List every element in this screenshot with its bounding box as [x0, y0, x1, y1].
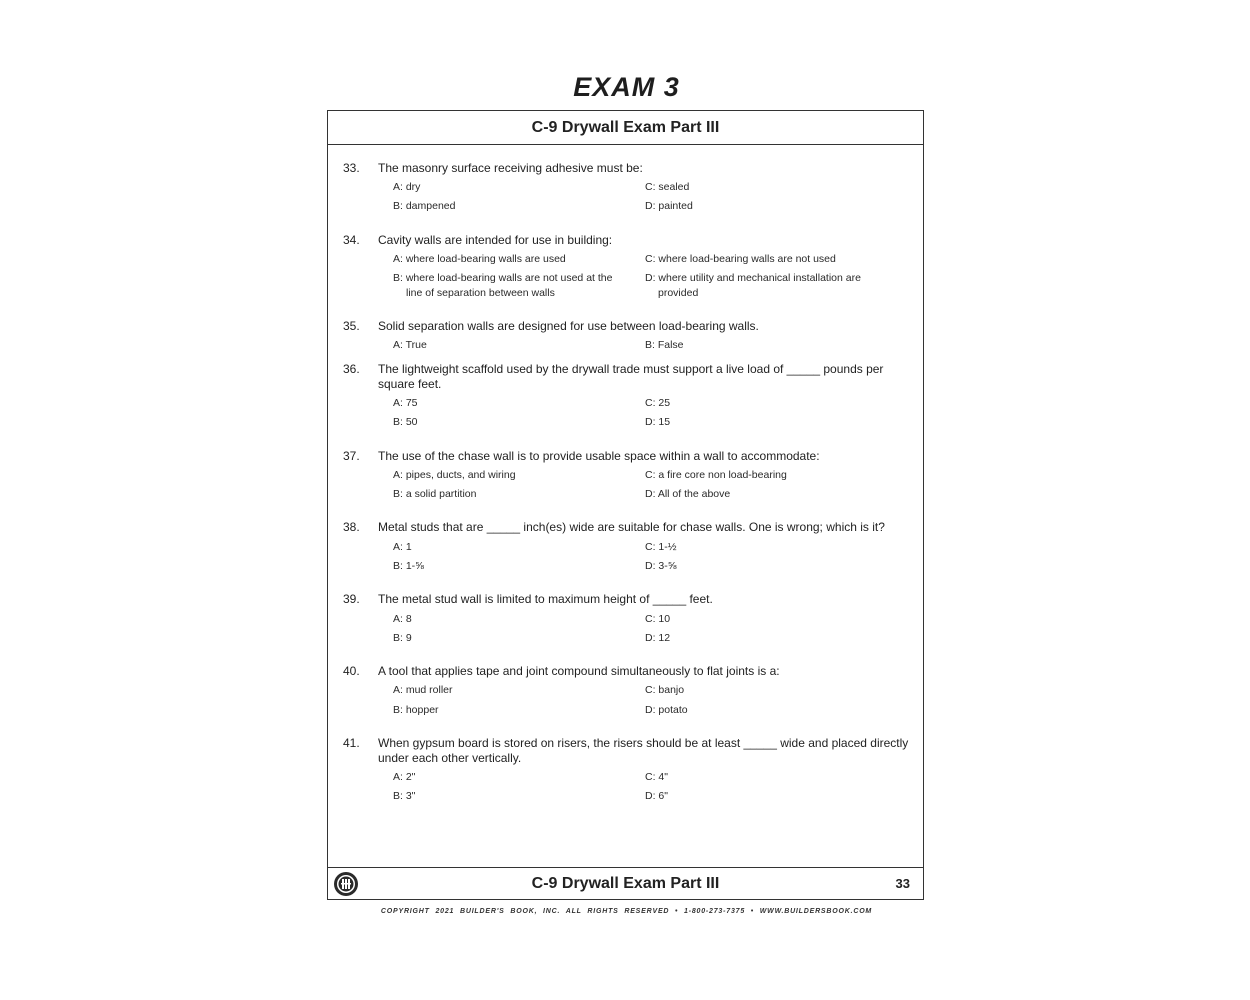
option-c: C: 10	[645, 613, 671, 625]
option-b: B: 3"	[393, 790, 416, 802]
option-d: D: potato	[645, 704, 688, 716]
option-b: B: a solid partition	[393, 488, 477, 500]
question-text: The metal stud wall is limited to maximum height of _____ feet.	[378, 592, 713, 606]
option-d: D: painted	[645, 200, 693, 212]
option-b: B: hopper	[393, 704, 439, 716]
option-a: A: 1	[393, 541, 412, 553]
option-c: C: sealed	[645, 181, 690, 193]
option-d: D: 3-⅝	[645, 560, 677, 572]
question-number: 37.	[343, 449, 360, 463]
option-b: B: where load-bearing walls are not used at the line of separation between walls	[393, 272, 613, 299]
question-text: Metal studs that are _____ inch(es) wide are suitable for chase walls. One is wrong; which is it?	[378, 520, 885, 534]
question-number: 36.	[343, 362, 360, 376]
option-a: A: where load-bearing walls are used	[393, 253, 566, 265]
page-number: 33	[895, 876, 910, 891]
question-number: 40.	[343, 664, 360, 678]
option-b: B: 50	[393, 416, 418, 428]
question-number: 41.	[343, 736, 360, 750]
option-d: D: 12	[645, 632, 671, 644]
option-d: D: 6"	[645, 790, 668, 802]
option-b: B: 1-⅝	[393, 560, 424, 572]
exam-title: EXAM 3	[573, 72, 680, 102]
question-number: 39.	[343, 592, 360, 606]
question-number: 33.	[343, 161, 360, 175]
option-d: D: where utility and mechanical installation are provided	[645, 272, 861, 299]
question-text: Cavity walls are intended for use in building:	[378, 233, 613, 247]
option-d: D: 15	[645, 416, 671, 428]
option-b: B: 9	[393, 632, 412, 644]
option-c: C: where load-bearing walls are not used	[645, 253, 836, 265]
option-a: A: 75	[393, 397, 418, 409]
option-d: D: All of the above	[645, 488, 731, 500]
footer-title: C-9 Drywall Exam Part III	[531, 875, 720, 892]
option-c: C: 25	[645, 397, 671, 409]
exam-page	[327, 110, 924, 900]
question-text: The use of the chase wall is to provide usable space within a wall to accommodate:	[378, 449, 820, 463]
option-a: A: mud roller	[393, 684, 453, 696]
copyright-line: COPYRIGHT 2021 BUILDER'S BOOK, INC. ALL RIGHTS RESERVED • 1-800-273-7375 • WWW.BUILDERSBOOK.COM	[380, 908, 873, 915]
option-a: A: 2"	[393, 771, 416, 783]
page-header	[328, 111, 923, 145]
option-c: C: a fire core non load-bearing	[645, 469, 787, 481]
question-text: A tool that applies tape and joint compound simultaneously to flat joints is a:	[378, 664, 780, 678]
option-a: A: 8	[393, 613, 412, 625]
question-text: Solid separation walls are designed for use between load-bearing walls.	[378, 319, 759, 333]
page-footer	[328, 867, 923, 899]
question-number: 34.	[343, 233, 360, 247]
question-number: 38.	[343, 520, 360, 534]
option-a: A: True	[393, 339, 427, 351]
option-b: B: False	[645, 339, 684, 351]
question-text: The lightweight scaffold used by the drywall trade must support a live load of _____ pounds per square feet.	[378, 362, 884, 391]
header-title: C-9 Drywall Exam Part III	[531, 118, 720, 136]
option-c: C: banjo	[645, 684, 685, 696]
option-c: C: 4"	[645, 771, 668, 783]
question-number: 35.	[343, 319, 360, 333]
option-a: A: pipes, ducts, and wiring	[393, 469, 516, 481]
question-text: The masonry surface receiving adhesive must be:	[378, 161, 643, 175]
option-c: C: 1-½	[645, 541, 677, 553]
question-text: When gypsum board is stored on risers, the risers should be at least _____ wide and placed directly under each other vertically.	[378, 736, 909, 765]
option-b: B: dampened	[393, 200, 456, 212]
option-a: A: dry	[393, 181, 421, 193]
